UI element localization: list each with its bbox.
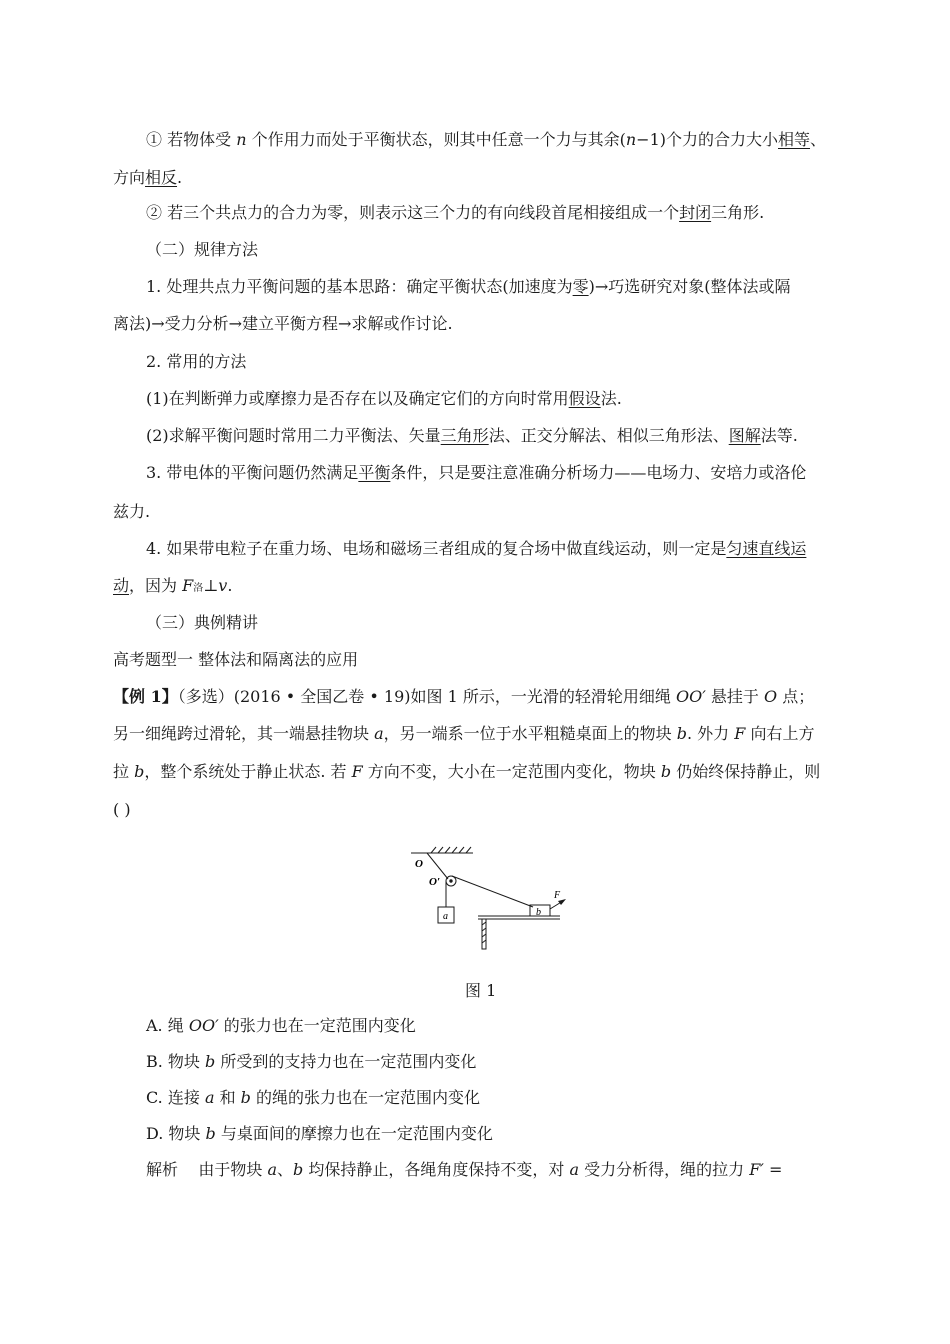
example-1-line-2: 另一细绳跨过滑轮，其一端悬挂物块 a，另一端系一位于水平粗糙桌面上的物块 b. 外力 F 向右上方: [113, 724, 815, 743]
label-o-prime: O′: [429, 876, 441, 888]
item-1-line-1: 1. 处理共点力平衡问题的基本思路：确定平衡状态(加速度为零)→巧选研究对象(整体法或隔: [146, 277, 791, 296]
label-o: O: [415, 858, 423, 870]
analysis-label: 解析: [146, 1160, 179, 1179]
label-a: a: [443, 911, 448, 922]
paragraph-1-line-2: 方向相反.: [113, 168, 183, 187]
item-3-line-2: 兹力.: [113, 502, 151, 521]
paragraph-2: ② 若三个共点力的合力为零，则表示这三个力的有向线段首尾相接组成一个封闭三角形.: [146, 203, 765, 222]
item-2-1: (1)在判断弹力或摩擦力是否存在以及确定它们的方向时常用假设法.: [146, 389, 622, 408]
item-1-line-2: 离法)→受力分析→建立平衡方程→求解或作讨论.: [113, 314, 453, 333]
figure-caption: 图 1: [465, 981, 497, 1000]
rope-to-block-b: [452, 876, 533, 907]
table-leg-hatching: [482, 922, 486, 943]
answer-blank: ( ): [113, 800, 131, 819]
paragraph-1-line-1: ① 若物体受 n 个作用力而处于平衡状态，则其中任意一个力与其余(n−1)个力的合力大小相等、: [146, 130, 827, 149]
figure-1-pulley-diagram: [405, 843, 575, 955]
section-heading-examples: （三）典例精讲: [146, 613, 259, 632]
item-3-line-1: 3. 带电体的平衡问题仍然满足平衡条件，只是要注意准确分析场力——电场力、安培力或洛伦: [146, 463, 807, 482]
option-b: B. 物块 b 所受到的支持力也在一定范围内变化: [146, 1052, 477, 1071]
section-heading-methods: （二）规律方法: [146, 240, 259, 259]
example-tag: 【例 1】: [113, 687, 178, 706]
label-b: b: [536, 907, 541, 918]
label-f: F: [554, 890, 561, 901]
pulley-axle: [450, 880, 452, 882]
analysis-line: 解析 由于物块 a、b 均保持静止，各绳角度保持不变，对 a 受力分析得，绳的拉力 F′ =: [146, 1160, 783, 1179]
example-1-line-3: 拉 b，整个系统处于静止状态. 若 F 方向不变，大小在一定范围内变化，物块 b 仍始终保持静止，则: [113, 762, 821, 781]
item-2-2: (2)求解平衡问题时常用二力平衡法、矢量三角形法、正交分解法、相似三角形法、图解法等.: [146, 426, 798, 445]
item-4-line-2: 动，因为 F洛⊥v.: [113, 576, 233, 595]
option-d: D. 物块 b 与桌面间的摩擦力也在一定范围内变化: [146, 1124, 493, 1143]
example-1-line-1: 【例 1】（多选）(2016 • 全国乙卷 • 19)如图 1 所示，一光滑的轻滑轮用细绳 OO′ 悬挂于 O 点；: [113, 687, 815, 706]
option-c: C. 连接 a 和 b 的绳的张力也在一定范围内变化: [146, 1088, 481, 1107]
ceiling-hatching: [431, 847, 471, 853]
item-4-line-1: 4. 如果带电粒子在重力场、电场和磁场三者组成的复合场中做直线运动，则一定是匀速直线运: [146, 539, 807, 558]
question-type-heading: 高考题型一 整体法和隔离法的应用: [113, 650, 359, 669]
option-a: A. 绳 OO′ 的张力也在一定范围内变化: [146, 1016, 416, 1035]
item-2-heading: 2. 常用的方法: [146, 352, 247, 371]
